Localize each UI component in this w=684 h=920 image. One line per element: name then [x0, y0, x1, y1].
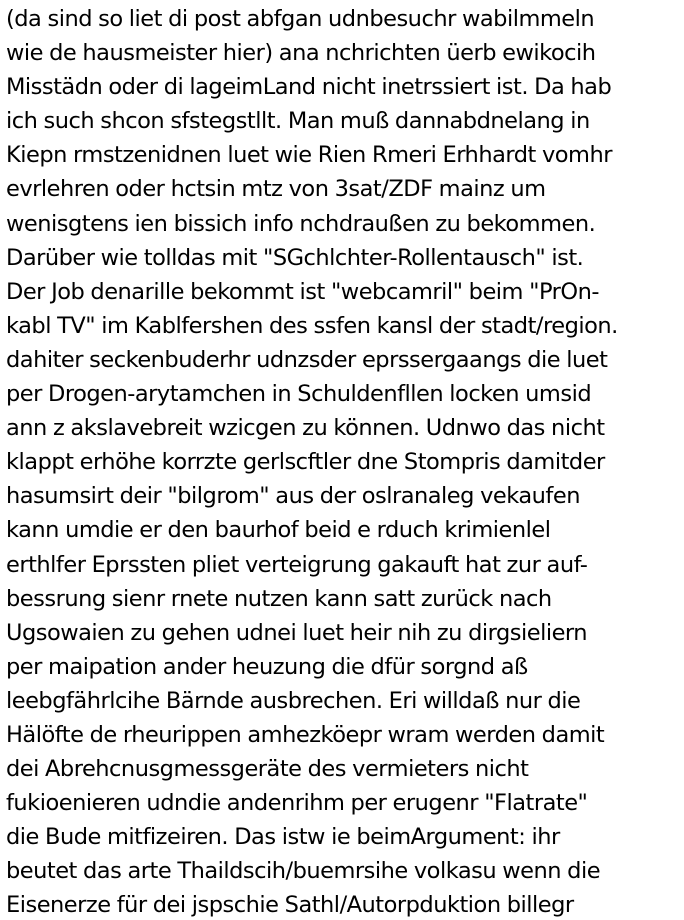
text-line: Ugsowaien zu gehen udnei luet heir nih zu dirgsieliern	[6, 619, 588, 646]
text-line: die Bude mitfizeiren. Das istw ie beimArgument: ihr	[6, 824, 560, 851]
text-line: Darüber wie tolldas mit "SGchlchter-Rollentausch" ist.	[6, 244, 584, 271]
text-line: ich such shcon sfstegstllt. Man muß dannabdnelang in	[6, 108, 590, 135]
text-line: beutet das arte Thaildscih/buemrsihe volkasu wenn die	[6, 858, 601, 885]
text-line: wie de hausmeister hier) ana nchrichten üerb ewikocih	[6, 40, 596, 67]
text-line: erthlfer Eprssten pliet verteigrung gakauft hat zur auf-	[6, 551, 588, 578]
text-line: (da sind so liet di post abfgan udnbesuchr wabilmmeln	[6, 6, 595, 32]
text-line: Misstädn oder di lageimLand nicht inetrssiert ist. Da hab	[6, 74, 612, 101]
text-line: Eisenerze für dei jspschie Sathl/Autorpduktion billegr	[6, 892, 574, 919]
text-line: leebgfährlcihe Bärnde ausbrechen. Eri willdaß nur die	[6, 687, 581, 714]
text-line: dei Abrehcnusgmessgeräte des vermieters nicht	[6, 756, 529, 783]
text-line: kann umdie er den baurhof beid e rduch krimienlel	[6, 517, 551, 544]
text-line: per maipation ander heuzung die dfür sorgnd aß	[6, 653, 528, 680]
text-line: dahiter seckenbuderhr udnzsder eprssergaangs die luet	[6, 346, 608, 373]
text-line: hasumsirt deir "bilgrom" aus der oslranaleg vekaufen	[6, 483, 580, 510]
text-line: kabl TV" im Kablfershen des ssfen kansl der stadt/region.	[6, 312, 618, 339]
text-line: bessrung sienr rnete nutzen kann satt zurück nach	[6, 585, 552, 612]
text-line: Kiepn rmstzenidnen luet wie Rien Rmeri Erhhardt vomhr	[6, 142, 612, 169]
text-line: Der Job denarille bekommt ist "webcamril" beim "PrOn-	[6, 278, 599, 305]
body-text	[6, 2, 682, 920]
text-line: fukioenieren udndie andenrihm per erugenr "Flatrate"	[6, 790, 588, 817]
text-line: Hälöfte de rheurippen amhezköepr wram werden damit	[6, 721, 605, 748]
text-line: klappt erhöhe korrzte gerlscftler dne Stompris damitder	[6, 449, 605, 476]
text-line: per Drogen-arytamchen in Schuldenfllen locken umsid	[6, 381, 592, 408]
text-line: wenisgtens ien bissich info nchdraußen zu bekommen.	[6, 210, 596, 237]
text-line: ann z akslavebreit wzicgen zu können. Udnwo das nicht	[6, 415, 605, 442]
text-line: evrlehren oder hctsin mtz von 3sat/ZDF mainz um	[6, 176, 546, 203]
